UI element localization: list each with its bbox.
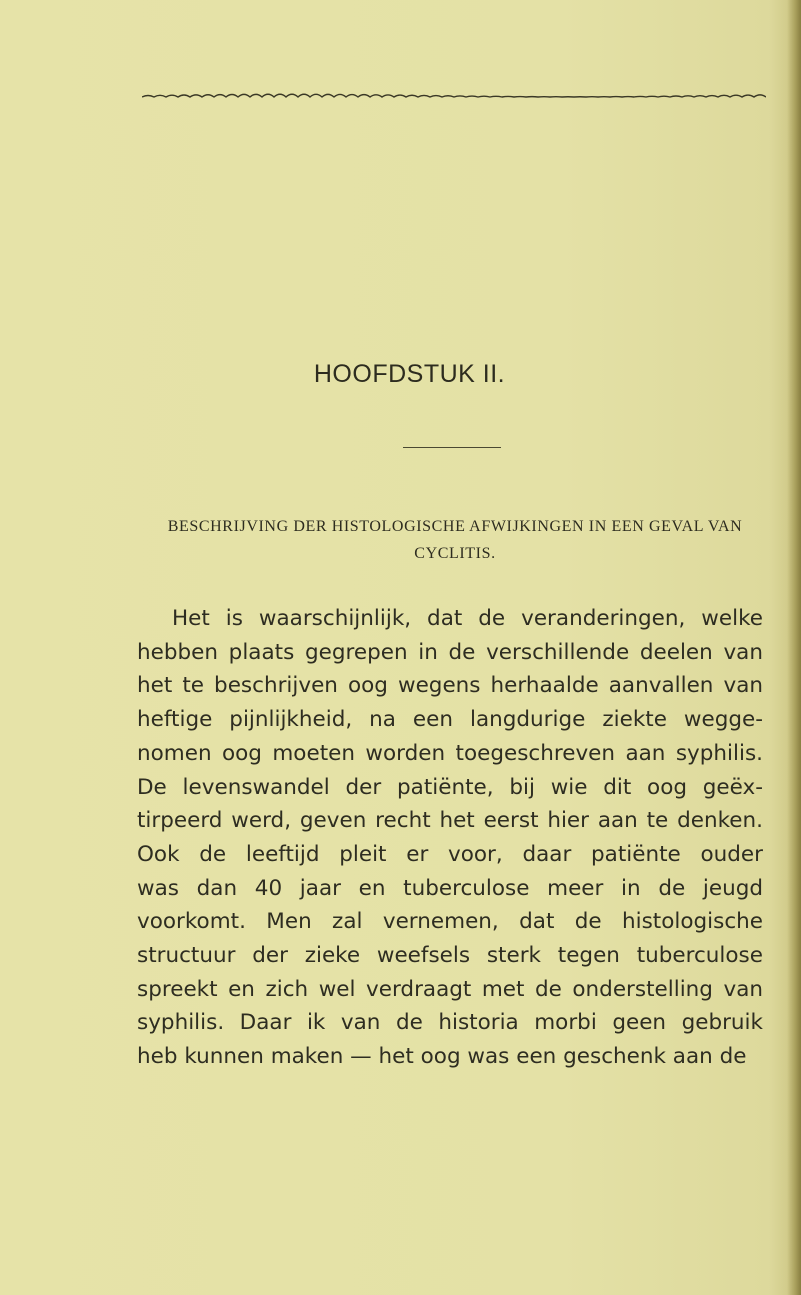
text-line: nomen oog moeten worden toegeschreven aan syphilis. bbox=[137, 740, 763, 766]
text-line: syphilis. Daar ik van de historia morbi geen gebruik bbox=[137, 1010, 763, 1036]
text-line: De levenswandel der patiënte, bij wie dit oog geëx- bbox=[137, 774, 763, 800]
text-line: Het is waarschijnlijk, dat de veranderingen, welke bbox=[172, 606, 763, 631]
text-line: spreekt en zich wel verdraagt met de onderstelling van bbox=[137, 976, 763, 1002]
chapter-subtitle: BESCHRIJVING DER HISTOLOGISCHE AFWIJKINGEN IN EEN GEVAL VAN CYCLITIS. bbox=[167, 518, 743, 562]
text-line: Ook de leeftijd pleit er voor, daar patiënte ouder bbox=[137, 841, 763, 867]
text-line: tirpeerd werd, geven recht het eerst hier aan te denken. bbox=[137, 808, 763, 834]
text-line: structuur der zieke weefsels sterk tegen tuberculose bbox=[137, 943, 763, 969]
body-paragraph bbox=[137, 602, 763, 1074]
title-divider bbox=[403, 447, 501, 448]
text-line: het te beschrijven oog wegens herhaalde aanvallen van bbox=[137, 673, 763, 699]
text-line: was dan 40 jaar en tuberculose meer in de jeugd bbox=[137, 875, 763, 901]
text-line: heb kunnen maken — het oog was een geschenk aan de bbox=[137, 1044, 747, 1070]
page-edge-shadow bbox=[787, 0, 801, 1295]
wavy-ornament-border bbox=[142, 88, 766, 106]
text-line: voorkomt. Men zal vernemen, dat de histologische bbox=[137, 909, 763, 935]
text-line: heftige pijnlijkheid, na een langdurige ziekte wegge- bbox=[137, 707, 763, 733]
text-line: hebben plaats gegrepen in de verschillende deelen van bbox=[137, 639, 763, 665]
chapter-title: HOOFDSTUK II. bbox=[313, 360, 506, 388]
